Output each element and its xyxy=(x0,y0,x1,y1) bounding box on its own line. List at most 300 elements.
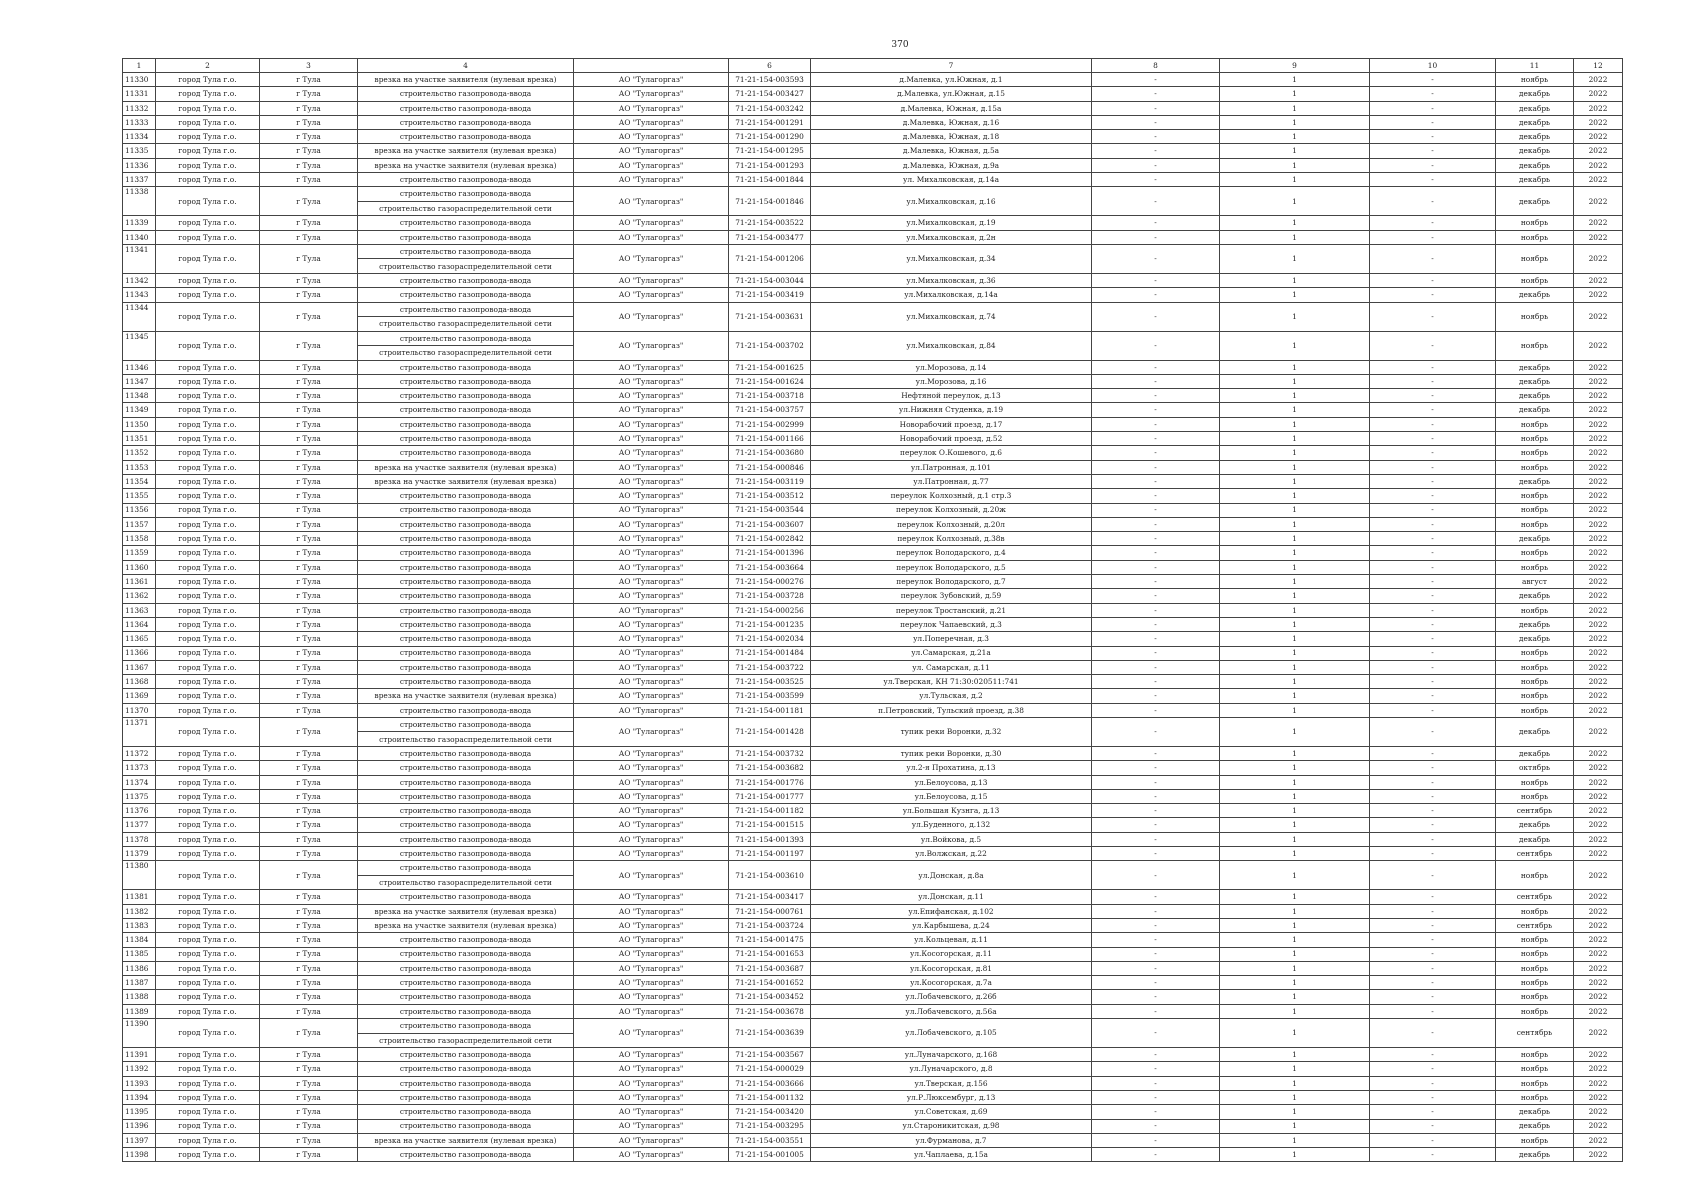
address-cell: д.Малевка, Южная, д.15а xyxy=(811,101,1092,115)
work-type-cell: строительство газопровода-ввода xyxy=(358,1105,574,1119)
code-cell: 71-21-154-003567 xyxy=(729,1048,811,1062)
month-cell: ноябрь xyxy=(1496,603,1574,617)
work-type-cell: строительство газопровода-ввода xyxy=(358,532,574,546)
work-type-cell xyxy=(358,302,574,331)
organization-cell: АО "Тулагоргаз" xyxy=(574,101,729,115)
month-cell: ноябрь xyxy=(1496,273,1574,287)
city-cell: г Тула xyxy=(260,589,358,603)
table-row xyxy=(123,689,1623,703)
work-type-cell: строительство газопровода-ввода xyxy=(358,1148,574,1162)
year-cell: 2022 xyxy=(1574,302,1623,331)
col10-cell: - xyxy=(1370,403,1496,417)
quantity-cell: 1 xyxy=(1220,158,1370,172)
table-row xyxy=(123,904,1623,918)
address-cell: переулок Володарского, д.5 xyxy=(811,560,1092,574)
city-cell: г Тула xyxy=(260,130,358,144)
organization-cell: АО "Тулагоргаз" xyxy=(574,575,729,589)
city-cell: г Тула xyxy=(260,360,358,374)
city-cell: г Тула xyxy=(260,890,358,904)
district-cell: город Тула г.о. xyxy=(156,1004,260,1018)
code-cell: 71-21-154-003119 xyxy=(729,474,811,488)
city-cell: г Тула xyxy=(260,961,358,975)
table-row xyxy=(123,460,1623,474)
col10-cell: - xyxy=(1370,703,1496,717)
work-type-cell: строительство газопровода-ввода xyxy=(358,775,574,789)
month-cell: октябрь xyxy=(1496,761,1574,775)
month-cell: декабрь xyxy=(1496,403,1574,417)
quantity-cell: 1 xyxy=(1220,115,1370,129)
city-cell: г Тула xyxy=(260,976,358,990)
year-cell: 2022 xyxy=(1574,432,1623,446)
col8-cell: - xyxy=(1092,632,1220,646)
city-cell: г Тула xyxy=(260,990,358,1004)
city-cell: г Тула xyxy=(260,918,358,932)
row-number: 11383 xyxy=(123,918,156,932)
work-type-cell: строительство газопровода-ввода xyxy=(358,1076,574,1090)
code-cell: 71-21-154-001291 xyxy=(729,115,811,129)
row-number: 11358 xyxy=(123,532,156,546)
col10-cell: - xyxy=(1370,804,1496,818)
year-cell: 2022 xyxy=(1574,1105,1623,1119)
col8-cell: - xyxy=(1092,173,1220,187)
col10-cell: - xyxy=(1370,575,1496,589)
col10-cell: - xyxy=(1370,689,1496,703)
code-cell: 71-21-154-003551 xyxy=(729,1133,811,1147)
year-cell: 2022 xyxy=(1574,1148,1623,1162)
city-cell: г Тула xyxy=(260,230,358,244)
address-cell: ул.Тверская, КН 71:30:020511:741 xyxy=(811,675,1092,689)
address-cell: переулок Колхозный, д.20ж xyxy=(811,503,1092,517)
address-cell: ул.Поперечная, д.3 xyxy=(811,632,1092,646)
month-cell: ноябрь xyxy=(1496,244,1574,273)
col8-cell: - xyxy=(1092,861,1220,890)
organization-cell: АО "Тулагоргаз" xyxy=(574,1133,729,1147)
district-cell: город Тула г.о. xyxy=(156,575,260,589)
city-cell: г Тула xyxy=(260,717,358,746)
address-cell: ул.Волжская, д.22 xyxy=(811,847,1092,861)
code-cell: 71-21-154-001393 xyxy=(729,832,811,846)
col10-cell: - xyxy=(1370,947,1496,961)
year-cell: 2022 xyxy=(1574,446,1623,460)
col10-cell: - xyxy=(1370,489,1496,503)
quantity-cell: 1 xyxy=(1220,575,1370,589)
quantity-cell: 1 xyxy=(1220,1004,1370,1018)
col10-cell: - xyxy=(1370,890,1496,904)
col10-cell: - xyxy=(1370,775,1496,789)
work-type-line: строительство газопровода-ввода xyxy=(358,187,573,202)
district-cell: город Тула г.о. xyxy=(156,689,260,703)
organization-cell: АО "Тулагоргаз" xyxy=(574,187,729,216)
code-cell: 71-21-154-001290 xyxy=(729,130,811,144)
row-number: 11388 xyxy=(123,990,156,1004)
table-row xyxy=(123,976,1623,990)
code-cell: 71-21-154-003687 xyxy=(729,961,811,975)
table-body xyxy=(123,73,1623,1162)
organization-cell: АО "Тулагоргаз" xyxy=(574,675,729,689)
col10-cell: - xyxy=(1370,832,1496,846)
table-row xyxy=(123,918,1623,932)
row-number: 11380 xyxy=(123,861,156,890)
address-cell: ул.Фурманова, д.7 xyxy=(811,1133,1092,1147)
month-cell: ноябрь xyxy=(1496,1062,1574,1076)
col10-cell: - xyxy=(1370,818,1496,832)
month-cell: ноябрь xyxy=(1496,417,1574,431)
work-type-cell: строительство газопровода-ввода xyxy=(358,746,574,760)
city-cell: г Тула xyxy=(260,1133,358,1147)
month-cell: декабрь xyxy=(1496,360,1574,374)
work-type-cell: строительство газопровода-ввода xyxy=(358,1062,574,1076)
code-cell: 71-21-154-001777 xyxy=(729,789,811,803)
month-cell: ноябрь xyxy=(1496,689,1574,703)
col8-cell: - xyxy=(1092,130,1220,144)
work-type-cell: строительство газопровода-ввода xyxy=(358,675,574,689)
district-cell: город Тула г.о. xyxy=(156,961,260,975)
address-cell: д.Малевка, Южная, д.18 xyxy=(811,130,1092,144)
district-cell: город Тула г.о. xyxy=(156,746,260,760)
work-type-cell: строительство газопровода-ввода xyxy=(358,632,574,646)
work-type-cell xyxy=(358,1019,574,1048)
city-cell: г Тула xyxy=(260,187,358,216)
col8-cell: - xyxy=(1092,1076,1220,1090)
address-cell: ул.Луначарского, д.8 xyxy=(811,1062,1092,1076)
col10-cell: - xyxy=(1370,144,1496,158)
district-cell: город Тула г.о. xyxy=(156,288,260,302)
code-cell: 71-21-154-001844 xyxy=(729,173,811,187)
address-cell: ул.Михалковская, д.16 xyxy=(811,187,1092,216)
district-cell: город Тула г.о. xyxy=(156,460,260,474)
organization-cell: АО "Тулагоргаз" xyxy=(574,703,729,717)
city-cell: г Тула xyxy=(260,1090,358,1104)
col8-cell: - xyxy=(1092,1090,1220,1104)
year-cell: 2022 xyxy=(1574,933,1623,947)
work-type-line: строительство газораспределительной сети xyxy=(379,734,552,744)
data-table xyxy=(122,58,1623,1162)
quantity-cell: 1 xyxy=(1220,187,1370,216)
table-row xyxy=(123,818,1623,832)
work-type-cell: врезка на участке заявителя (нулевая врезка) xyxy=(358,689,574,703)
month-cell: ноябрь xyxy=(1496,489,1574,503)
city-cell: г Тула xyxy=(260,417,358,431)
quantity-cell: 1 xyxy=(1220,288,1370,302)
month-cell: декабрь xyxy=(1496,288,1574,302)
city-cell: г Тула xyxy=(260,617,358,631)
code-cell: 71-21-154-000761 xyxy=(729,904,811,918)
organization-cell: АО "Тулагоргаз" xyxy=(574,73,729,87)
address-cell: ул.Михалковская, д.19 xyxy=(811,216,1092,230)
city-cell: г Тула xyxy=(260,460,358,474)
table-row xyxy=(123,560,1623,574)
col8-cell: - xyxy=(1092,1148,1220,1162)
district-cell: город Тула г.о. xyxy=(156,532,260,546)
year-cell: 2022 xyxy=(1574,273,1623,287)
address-cell: переулок Чапаевский, д.3 xyxy=(811,617,1092,631)
col10-cell: - xyxy=(1370,789,1496,803)
city-cell: г Тула xyxy=(260,818,358,832)
col8-cell: - xyxy=(1092,1105,1220,1119)
year-cell: 2022 xyxy=(1574,976,1623,990)
code-cell: 71-21-154-000029 xyxy=(729,1062,811,1076)
table-row xyxy=(123,703,1623,717)
year-cell: 2022 xyxy=(1574,804,1623,818)
year-cell: 2022 xyxy=(1574,73,1623,87)
quantity-cell: 1 xyxy=(1220,775,1370,789)
year-cell: 2022 xyxy=(1574,904,1623,918)
col10-cell: - xyxy=(1370,560,1496,574)
quantity-cell: 1 xyxy=(1220,746,1370,760)
code-cell: 71-21-154-003242 xyxy=(729,101,811,115)
address-cell: ул.Староникитская, д.98 xyxy=(811,1119,1092,1133)
district-cell: город Тула г.о. xyxy=(156,933,260,947)
city-cell: г Тула xyxy=(260,775,358,789)
row-number: 11394 xyxy=(123,1090,156,1104)
col8-cell: - xyxy=(1092,560,1220,574)
table-row xyxy=(123,73,1623,87)
col10-cell: - xyxy=(1370,1119,1496,1133)
table-row xyxy=(123,632,1623,646)
month-cell: декабрь xyxy=(1496,717,1574,746)
city-cell: г Тула xyxy=(260,403,358,417)
city-cell: г Тула xyxy=(260,158,358,172)
work-type-cell: строительство газопровода-ввода xyxy=(358,617,574,631)
row-number: 11338 xyxy=(123,187,156,216)
city-cell: г Тула xyxy=(260,746,358,760)
row-number: 11387 xyxy=(123,976,156,990)
organization-cell: АО "Тулагоргаз" xyxy=(574,990,729,1004)
address-cell: ул.Михалковская, д.14а xyxy=(811,288,1092,302)
table-row xyxy=(123,517,1623,531)
quantity-cell: 1 xyxy=(1220,890,1370,904)
col8-cell: - xyxy=(1092,403,1220,417)
col8-cell: - xyxy=(1092,216,1220,230)
table-row xyxy=(123,101,1623,115)
organization-cell: АО "Тулагоргаз" xyxy=(574,918,729,932)
col10-cell: - xyxy=(1370,1048,1496,1062)
month-cell: ноябрь xyxy=(1496,703,1574,717)
table-row xyxy=(123,675,1623,689)
quantity-cell: 1 xyxy=(1220,87,1370,101)
col10-cell: - xyxy=(1370,101,1496,115)
col10-cell: - xyxy=(1370,603,1496,617)
year-cell: 2022 xyxy=(1574,703,1623,717)
col8-cell: - xyxy=(1092,789,1220,803)
city-cell: г Тула xyxy=(260,933,358,947)
month-cell: ноябрь xyxy=(1496,517,1574,531)
table-row xyxy=(123,417,1623,431)
row-number: 11365 xyxy=(123,632,156,646)
work-type-cell: строительство газопровода-ввода xyxy=(358,389,574,403)
organization-cell: АО "Тулагоргаз" xyxy=(574,216,729,230)
address-cell: ул.Большая Кузнга, д.13 xyxy=(811,804,1092,818)
code-cell: 71-21-154-001515 xyxy=(729,818,811,832)
col-header xyxy=(574,59,729,73)
address-cell: переулок Колхозный, д.38в xyxy=(811,532,1092,546)
work-type-cell: строительство газопровода-ввода xyxy=(358,933,574,947)
table-row xyxy=(123,403,1623,417)
col10-cell: - xyxy=(1370,517,1496,531)
row-number: 11376 xyxy=(123,804,156,818)
month-cell: ноябрь xyxy=(1496,560,1574,574)
quantity-cell: 1 xyxy=(1220,101,1370,115)
organization-cell: АО "Тулагоргаз" xyxy=(574,689,729,703)
code-cell: 71-21-154-003680 xyxy=(729,446,811,460)
table-row xyxy=(123,789,1623,803)
address-cell: д.Малевка, Южная, д.16 xyxy=(811,115,1092,129)
city-cell: г Тула xyxy=(260,1019,358,1048)
organization-cell: АО "Тулагоргаз" xyxy=(574,1076,729,1090)
col10-cell: - xyxy=(1370,288,1496,302)
row-number: 11391 xyxy=(123,1048,156,1062)
organization-cell: АО "Тулагоргаз" xyxy=(574,517,729,531)
month-cell: ноябрь xyxy=(1496,990,1574,1004)
address-cell: тупик реки Воронки, д.30 xyxy=(811,746,1092,760)
work-type-cell: строительство газопровода-ввода xyxy=(358,847,574,861)
row-number: 11377 xyxy=(123,818,156,832)
work-type-cell: строительство газопровода-ввода xyxy=(358,660,574,674)
district-cell: город Тула г.о. xyxy=(156,904,260,918)
col8-cell: - xyxy=(1092,617,1220,631)
col10-cell: - xyxy=(1370,589,1496,603)
year-cell: 2022 xyxy=(1574,417,1623,431)
quantity-cell: 1 xyxy=(1220,675,1370,689)
table-row xyxy=(123,230,1623,244)
work-type-cell: строительство газопровода-ввода xyxy=(358,789,574,803)
quantity-cell: 1 xyxy=(1220,1090,1370,1104)
page-number: 370 xyxy=(891,40,909,50)
quantity-cell: 1 xyxy=(1220,847,1370,861)
month-cell: август xyxy=(1496,575,1574,589)
code-cell: 71-21-154-001475 xyxy=(729,933,811,947)
row-number: 11398 xyxy=(123,1148,156,1162)
table-row xyxy=(123,617,1623,631)
row-number: 11353 xyxy=(123,460,156,474)
organization-cell: АО "Тулагоргаз" xyxy=(574,1062,729,1076)
row-number: 11333 xyxy=(123,115,156,129)
work-type-cell: строительство газопровода-ввода xyxy=(358,101,574,115)
work-type-cell: строительство газопровода-ввода xyxy=(358,503,574,517)
quantity-cell: 1 xyxy=(1220,244,1370,273)
address-cell: ул.Тульская, д.2 xyxy=(811,689,1092,703)
code-cell: 71-21-154-003610 xyxy=(729,861,811,890)
table-row xyxy=(123,990,1623,1004)
year-cell: 2022 xyxy=(1574,360,1623,374)
row-number: 11359 xyxy=(123,546,156,560)
row-number: 11370 xyxy=(123,703,156,717)
row-number: 11372 xyxy=(123,746,156,760)
city-cell: г Тула xyxy=(260,703,358,717)
district-cell: город Тула г.о. xyxy=(156,1062,260,1076)
month-cell: ноябрь xyxy=(1496,976,1574,990)
table-row xyxy=(123,130,1623,144)
address-cell: ул.Советская, д.69 xyxy=(811,1105,1092,1119)
code-cell: 71-21-154-001652 xyxy=(729,976,811,990)
code-cell: 71-21-154-003724 xyxy=(729,918,811,932)
organization-cell: АО "Тулагоргаз" xyxy=(574,173,729,187)
work-type-cell: строительство газопровода-ввода xyxy=(358,1119,574,1133)
col8-cell: - xyxy=(1092,976,1220,990)
district-cell: город Тула г.о. xyxy=(156,589,260,603)
col10-cell: - xyxy=(1370,374,1496,388)
code-cell: 71-21-154-003722 xyxy=(729,660,811,674)
month-cell: ноябрь xyxy=(1496,460,1574,474)
quantity-cell: 1 xyxy=(1220,961,1370,975)
month-cell: ноябрь xyxy=(1496,933,1574,947)
code-cell: 71-21-154-003295 xyxy=(729,1119,811,1133)
code-cell: 71-21-154-001624 xyxy=(729,374,811,388)
table-row xyxy=(123,87,1623,101)
month-cell: ноябрь xyxy=(1496,660,1574,674)
address-cell: ул.Луначарского, д.168 xyxy=(811,1048,1092,1062)
col8-cell: - xyxy=(1092,890,1220,904)
quantity-cell: 1 xyxy=(1220,1076,1370,1090)
month-cell: ноябрь xyxy=(1496,546,1574,560)
organization-cell: АО "Тулагоргаз" xyxy=(574,403,729,417)
address-cell: переулок Володарского, д.4 xyxy=(811,546,1092,560)
work-type-cell: строительство газопровода-ввода xyxy=(358,546,574,560)
table-row xyxy=(123,890,1623,904)
table-row xyxy=(123,446,1623,460)
organization-cell: АО "Тулагоргаз" xyxy=(574,460,729,474)
code-cell: 71-21-154-003427 xyxy=(729,87,811,101)
row-number: 11354 xyxy=(123,474,156,488)
row-number: 11386 xyxy=(123,961,156,975)
table-row xyxy=(123,832,1623,846)
year-cell: 2022 xyxy=(1574,589,1623,603)
quantity-cell: 1 xyxy=(1220,173,1370,187)
col8-cell: - xyxy=(1092,532,1220,546)
code-cell: 71-21-154-001206 xyxy=(729,244,811,273)
address-cell: ул.Карбышева, д.24 xyxy=(811,918,1092,932)
table-row xyxy=(123,1048,1623,1062)
district-cell: город Тула г.о. xyxy=(156,144,260,158)
row-number: 11347 xyxy=(123,374,156,388)
table-row xyxy=(123,775,1623,789)
quantity-cell: 1 xyxy=(1220,302,1370,331)
month-cell: декабрь xyxy=(1496,1119,1574,1133)
quantity-cell: 1 xyxy=(1220,789,1370,803)
col8-cell: - xyxy=(1092,933,1220,947)
work-type-cell: строительство газопровода-ввода xyxy=(358,560,574,574)
col-header: 7 xyxy=(811,59,1092,73)
work-type-cell: строительство газопровода-ввода xyxy=(358,130,574,144)
quantity-cell: 1 xyxy=(1220,832,1370,846)
month-cell: сентябрь xyxy=(1496,918,1574,932)
address-cell: тупик реки Воронки, д.32 xyxy=(811,717,1092,746)
row-number: 11356 xyxy=(123,503,156,517)
work-type-cell: строительство газопровода-ввода xyxy=(358,288,574,302)
table-row xyxy=(123,158,1623,172)
code-cell: 71-21-154-001295 xyxy=(729,144,811,158)
address-cell: ул.Чаплаева, д.15а xyxy=(811,1148,1092,1162)
quantity-cell: 1 xyxy=(1220,1105,1370,1119)
table-row xyxy=(123,144,1623,158)
quantity-cell: 1 xyxy=(1220,1048,1370,1062)
quantity-cell: 1 xyxy=(1220,861,1370,890)
year-cell: 2022 xyxy=(1574,144,1623,158)
month-cell: ноябрь xyxy=(1496,1048,1574,1062)
year-cell: 2022 xyxy=(1574,130,1623,144)
code-cell: 71-21-154-001197 xyxy=(729,847,811,861)
col8-cell: - xyxy=(1092,288,1220,302)
month-cell: декабрь xyxy=(1496,746,1574,760)
col8-cell: - xyxy=(1092,87,1220,101)
code-cell: 71-21-154-003607 xyxy=(729,517,811,531)
month-cell: ноябрь xyxy=(1496,1076,1574,1090)
address-cell: ул.Морозова, д.14 xyxy=(811,360,1092,374)
work-type-cell: строительство газопровода-ввода xyxy=(358,216,574,230)
col8-cell: - xyxy=(1092,603,1220,617)
quantity-cell: 1 xyxy=(1220,632,1370,646)
organization-cell: АО "Тулагоргаз" xyxy=(574,1004,729,1018)
